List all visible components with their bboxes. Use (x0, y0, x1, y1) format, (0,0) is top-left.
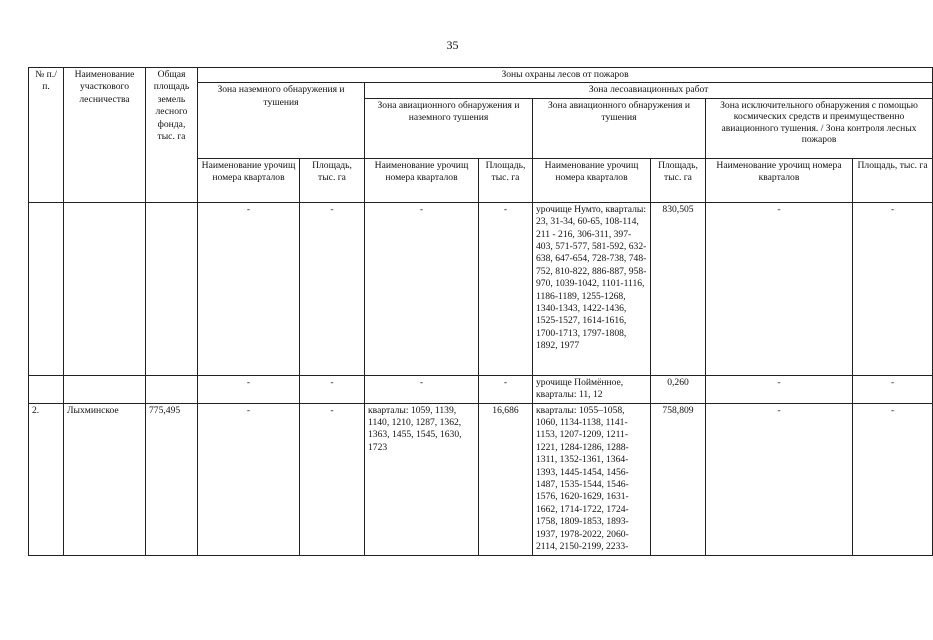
row-number (29, 375, 64, 403)
row-ground-area: - (300, 375, 365, 403)
header-ava-tract: Наименование урочищ номера кварталов (533, 158, 651, 202)
row-avg-tract: - (365, 202, 479, 375)
header-avg-tract: Наименование урочищ номера кварталов (365, 158, 479, 202)
header-space-area: Площадь, тыс. га (853, 158, 933, 202)
header-forestry-name: Наименование участкового лесничества (64, 68, 146, 203)
row-ava-tract: кварталы: 1055–1058, 1060, 1134-1138, 1141-1153, 1207-1209, 1211-1221, 1284-1286, 1288-1311, 1352-1361, 1364-1393, 1445-1454, 1456-1487, 1535-1544, 1546-1576, 1620-1629, 1631-1662, 1714-1722, 1724-1758, 1809-1853, 1893-1937, 1978-2022, 2060-2114, 2150-2199, 2233- (533, 403, 651, 555)
row-number: 2. (29, 403, 64, 555)
row-forestry-name: Лыхминское (64, 403, 146, 555)
row-ground-tract: - (198, 403, 300, 555)
table-row (29, 375, 933, 403)
table-row (29, 202, 933, 375)
header-space-zone: Зона исключительного обнаружения с помощью космических средств и преимущественно авиационного тушения. / Зона контроля лесных пожаров (706, 98, 933, 158)
row-ava-area: 830,505 (651, 202, 706, 375)
row-number (29, 202, 64, 375)
header-ava-area: Площадь, тыс. га (651, 158, 706, 202)
header-space-tract: Наименование урочищ номера кварталов (706, 158, 853, 202)
row-total-area (146, 375, 198, 403)
row-ground-area: - (300, 202, 365, 375)
row-forestry-name (64, 202, 146, 375)
row-ava-area: 758,809 (651, 403, 706, 555)
row-avg-tract: кварталы: 1059, 1139, 1140, 1210, 1287, 1362, 1363, 1455, 1545, 1630, 1723 (365, 403, 479, 555)
header-ground-zone: Зона наземного обнаружения и тушения (198, 83, 365, 158)
header-aviation-ground-zone: Зона авиационного обнаружения и наземного тушения (365, 98, 533, 158)
header-ground-tract: Наименование урочищ номера кварталов (198, 158, 300, 202)
header-aviation-aviation-zone: Зона авиационного обнаружения и тушения (533, 98, 706, 158)
table-row (29, 403, 933, 555)
header-aviation-zone: Зона лесоавиационных работ (365, 83, 933, 98)
row-ground-area: - (300, 403, 365, 555)
fire-zones-table (28, 67, 933, 556)
row-ava-tract: урочище Поймённое, кварталы: 11, 12 (533, 375, 651, 403)
row-avg-area: 16,686 (479, 403, 533, 555)
header-total-area: Общая площадь земель лесного фонда, тыс. га (146, 68, 198, 203)
row-space-tract: - (706, 202, 853, 375)
row-avg-area: - (479, 202, 533, 375)
row-space-area: - (853, 202, 933, 375)
row-space-area: - (853, 375, 933, 403)
row-space-tract: - (706, 403, 853, 555)
row-avg-tract: - (365, 375, 479, 403)
row-ava-area: 0,260 (651, 375, 706, 403)
row-ground-tract: - (198, 202, 300, 375)
header-avg-area: Площадь, тыс. га (479, 158, 533, 202)
row-space-tract: - (706, 375, 853, 403)
row-space-area: - (853, 403, 933, 555)
header-ground-area: Площадь, тыс. га (300, 158, 365, 202)
row-total-area: 775,495 (146, 403, 198, 555)
row-total-area (146, 202, 198, 375)
page-number: 35 (446, 38, 459, 52)
row-forestry-name (64, 375, 146, 403)
row-ground-tract: - (198, 375, 300, 403)
row-ava-tract: урочище Нумто, кварталы: 23, 31-34, 60-65, 108-114, 211 - 216, 306-311, 397-403, 571-577, 581-592, 632-638, 647-654, 728-738, 748-752, 810-822, 886-887, 958-970, 1039-1042, 1101-1116, 1186-1189, 1255-1268, 1340-1343, 1422-1436, 1525-1527, 1614-1616, 1700-1713, 1797-1808, 1892, 1977 (533, 202, 651, 375)
header-fire-zones: Зоны охраны лесов от пожаров (198, 68, 933, 83)
row-avg-area: - (479, 375, 533, 403)
header-number: № п./п. (29, 68, 64, 203)
